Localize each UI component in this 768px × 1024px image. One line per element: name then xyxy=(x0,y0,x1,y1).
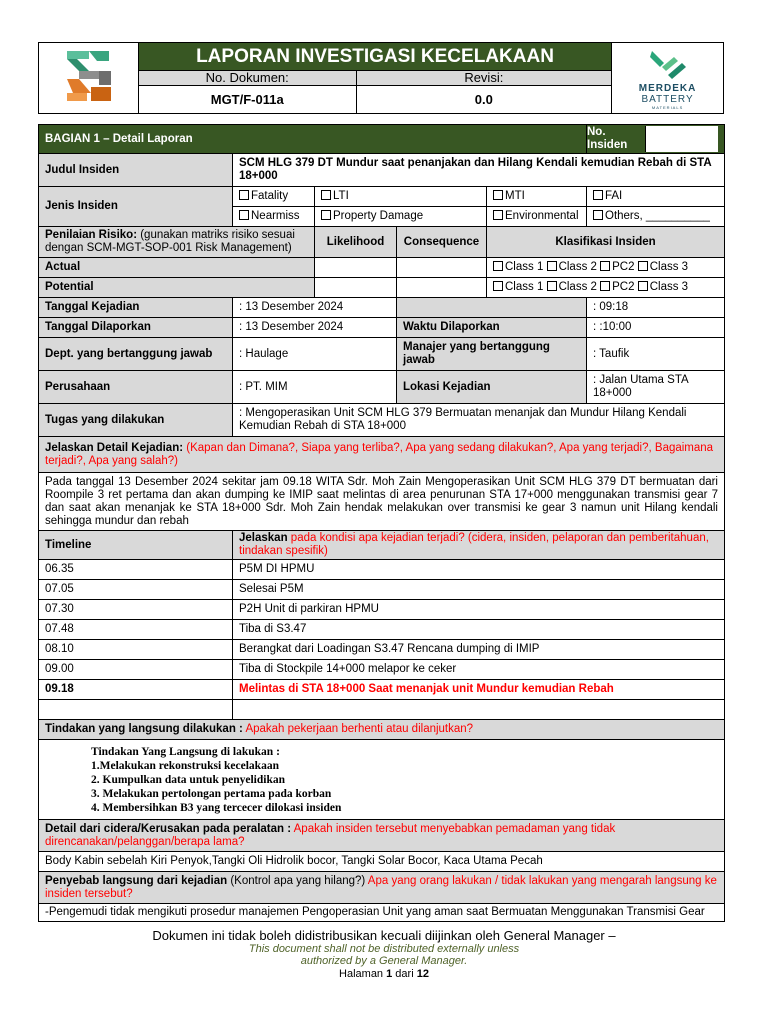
checkbox-icon[interactable] xyxy=(321,210,331,220)
task-label: Tugas yang dilakukan xyxy=(39,404,233,437)
incident-type-label: Jenis Insiden xyxy=(39,187,233,227)
company-logo-left xyxy=(39,43,139,114)
potential-consequence[interactable] xyxy=(397,278,487,298)
section1-title: BAGIAN 1 – Detail Laporan xyxy=(39,125,587,154)
incident-time-value: : 09:18 xyxy=(587,298,725,318)
report-date-value: : 13 Desember 2024 xyxy=(233,318,397,338)
header-table xyxy=(38,42,724,114)
detail-text: Pada tanggal 13 Desember 2024 sekitar jam 09.18 WITA Sdr. Moh Zain Mengoperasikan Unit SCM HLG 379 DT bermuatan dari Roompile 3 ret pertama dan akan dumping ke IMIP saat melintas di area penurunan STA 17+000 menggunakan transmisi gear 7 dan saat akan menanjak ke STA 18+000 Sdr. Moh Zain hendak melakukan over transmisi ke gear 3 namun unit Hilang kendali sehingga mundur dan rebah xyxy=(39,473,725,531)
action-line: 1.Melakukan rekonstruksi kecelakaan xyxy=(91,759,279,772)
brand-name-line1: MERDEKA xyxy=(638,82,697,94)
timeline-time: 08.10 xyxy=(39,640,233,660)
timeline-desc: P5M DI HPMU xyxy=(233,560,725,580)
timeline-desc: Berangkat dari Loadingan S3.47 Rencana dumping di IMIP xyxy=(233,640,725,660)
risk-assessment-label: Penilaian Risiko: (gunakan matriks risiko sesuai dengan SCM-MGT-SOP-001 Risk Management) xyxy=(39,227,315,258)
checkbox-icon[interactable] xyxy=(493,281,503,291)
timeline-time: 06.35 xyxy=(39,560,233,580)
option-property-damage[interactable]: Property Damage xyxy=(315,207,487,227)
checkbox-icon[interactable] xyxy=(493,261,503,271)
checkbox-icon[interactable] xyxy=(638,261,648,271)
incident-title-label: Judul Insiden xyxy=(39,154,233,187)
option-fatality[interactable]: Fatality xyxy=(233,187,315,207)
revision-value: 0.0 xyxy=(356,86,612,114)
timeline-desc: Tiba di Stockpile 14+000 melapor ke ceker xyxy=(233,660,725,680)
checkbox-icon[interactable] xyxy=(600,281,610,291)
doc-number-label: No. Dokumen: xyxy=(138,70,356,85)
timeline-time-empty[interactable] xyxy=(39,700,233,720)
department-label: Dept. yang bertanggung jawab xyxy=(39,338,233,371)
checkbox-icon[interactable] xyxy=(493,210,503,220)
manager-value: : Taufik xyxy=(587,338,725,371)
classification-header: Klasifikasi Insiden xyxy=(487,227,725,258)
checkbox-icon[interactable] xyxy=(239,190,249,200)
brand-name-line3: MATERIALS xyxy=(651,104,684,110)
incident-number-value[interactable] xyxy=(646,126,719,152)
checkbox-icon[interactable] xyxy=(600,261,610,271)
merdeka-battery-leaf-icon xyxy=(648,47,688,83)
option-others[interactable]: Others, __________ xyxy=(587,207,725,227)
checkbox-icon[interactable] xyxy=(638,281,648,291)
timeline-desc: P2H Unit di parkiran HPMU xyxy=(233,600,725,620)
revision-label: Revisi: xyxy=(356,70,612,85)
actual-consequence[interactable] xyxy=(397,258,487,278)
location-label: Lokasi Kejadian xyxy=(397,371,587,404)
footer-distribution-en-2: authorized by a General Manager. xyxy=(300,955,468,967)
checkbox-icon[interactable] xyxy=(547,261,557,271)
checkbox-icon[interactable] xyxy=(239,210,249,220)
option-fai[interactable]: FAI xyxy=(587,187,725,207)
detail-header: Jelaskan Detail Kejadian: (Kapan dan Dimana?, Siapa yang terliba?, Apa yang sedang dilakukan?, Apa yang terjadi?, Bagaimana terjadi?, Apa yang salah?) xyxy=(39,437,725,473)
footer-page-number: Halaman 1 dari 12 xyxy=(339,968,429,980)
option-nearmiss[interactable]: Nearmiss xyxy=(233,207,315,227)
company-value: : PT. MIM xyxy=(233,371,397,404)
checkbox-icon[interactable] xyxy=(547,281,557,291)
brand-logo-right xyxy=(612,43,724,114)
checkbox-icon[interactable] xyxy=(493,190,503,200)
action-line: 3. Melakukan pertolongan pertama pada korban xyxy=(91,787,332,800)
timeline-desc: Melintas di STA 18+000 Saat menanjak unit Mundur kemudian Rebah xyxy=(233,680,725,700)
location-value: : Jalan Utama STA 18+000 xyxy=(587,371,725,404)
option-environmental[interactable]: Environmental xyxy=(487,207,587,227)
timeline-header: Timeline xyxy=(39,531,233,560)
report-time-value: : :10:00 xyxy=(587,318,725,338)
timeline-time: 07.05 xyxy=(39,580,233,600)
potential-likelihood[interactable] xyxy=(315,278,397,298)
incident-title-value: SCM HLG 379 DT Mundur saat penanjakan dan Hilang Kendali kemudian Rebah di STA 18+000 xyxy=(233,154,725,187)
potential-classes: Class 1 Class 2 PC2 Class 3 xyxy=(487,278,725,298)
task-value: : Mengoperasikan Unit SCM HLG 379 Bermuatan menanjak dan Mundur Hilang Kendali Kemudian Rebah di STA 18+000 xyxy=(233,404,725,437)
timeline-explain-header: Jelaskan pada kondisi apa kejadian terjadi? (cidera, insiden, pelaporan dan pemberitahuan, tindakan spesifik) xyxy=(233,531,725,560)
incident-number-row xyxy=(587,125,725,154)
potential-label: Potential xyxy=(39,278,315,298)
incident-date-label: Tanggal Kejadian xyxy=(39,298,233,318)
timeline-desc-empty[interactable] xyxy=(233,700,725,720)
timeline-time: 07.30 xyxy=(39,600,233,620)
option-mti[interactable]: MTI xyxy=(487,187,587,207)
checkbox-icon[interactable] xyxy=(593,210,603,220)
timeline-desc: Tiba di S3.47 xyxy=(233,620,725,640)
timeline-time: 09.18 xyxy=(39,680,233,700)
likelihood-header: Likelihood xyxy=(315,227,397,258)
actual-label: Actual xyxy=(39,258,315,278)
consequence-header: Consequence xyxy=(397,227,487,258)
injury-damage-text: Body Kabin sebelah Kiri Penyok,Tangki Oli Hidrolik bocor, Tangki Solar Bocor, Kaca Utama Pecah xyxy=(39,852,725,872)
actual-classes: Class 1 Class 2 PC2 Class 3 xyxy=(487,258,725,278)
actual-likelihood[interactable] xyxy=(315,258,397,278)
direct-cause-header: Penyebab langsung dari kejadian (Kontrol apa yang hilang?) Apa yang orang lakukan / tidak lakukan yang mengarah langsung ke insiden tersebut? xyxy=(39,872,725,904)
report-form xyxy=(38,124,725,922)
timeline-desc: Selesai P5M xyxy=(233,580,725,600)
direct-cause-text: -Pengemudi tidak mengikuti prosedur manajemen Pengoperasian Unit yang aman saat Bermuatan Menggunakan Transmisi Gear xyxy=(39,904,725,922)
footer-distribution-en-1: This document shall not be distributed externally unless xyxy=(248,943,520,955)
timeline-time: 09.00 xyxy=(39,660,233,680)
option-lti[interactable]: LTI xyxy=(315,187,487,207)
timeline-time: 07.48 xyxy=(39,620,233,640)
checkbox-icon[interactable] xyxy=(593,190,603,200)
report-title: LAPORAN INVESTIGASI KECELAKAAN xyxy=(138,43,611,71)
injury-damage-header: Detail dari cidera/Kerusakan pada peralatan : Apakah insiden tersebut menyebabkan pemadaman yang tidak direncanakan/pelanggan/berapa lama? xyxy=(39,820,725,852)
doc-number-value: MGT/F-011a xyxy=(138,86,356,114)
brand-name-line2: BATTERY xyxy=(641,93,694,105)
immediate-action-header: Tindakan yang langsung dilakukan : Apakah pekerjaan berhenti atau dilanjutkan? xyxy=(39,720,725,740)
manager-label: Manajer yang bertanggung jawab xyxy=(397,338,587,371)
company-logo-icon xyxy=(59,47,117,105)
action-line: 4. Membersihkan B3 yang tercecer dilokasi insiden xyxy=(91,801,342,814)
incident-number-label: No. Insiden xyxy=(587,126,646,152)
footer-distribution-id: Dokumen ini tidak boleh didistribusikan kecuali diijinkan oleh General Manager – xyxy=(152,928,616,943)
report-time-label: Waktu Dilaporkan xyxy=(397,318,587,338)
report-date-label: Tanggal Dilaporkan xyxy=(39,318,233,338)
department-value: : Haulage xyxy=(233,338,397,371)
immediate-action-list xyxy=(39,740,725,820)
incident-time-label xyxy=(397,298,587,318)
action-line: Tindakan Yang Langsung di lakukan : xyxy=(91,745,280,758)
incident-date-value: : 13 Desember 2024 xyxy=(233,298,397,318)
company-label: Perusahaan xyxy=(39,371,233,404)
checkbox-icon[interactable] xyxy=(321,190,331,200)
action-line: 2. Kumpulkan data untuk penyelidikan xyxy=(91,773,285,786)
